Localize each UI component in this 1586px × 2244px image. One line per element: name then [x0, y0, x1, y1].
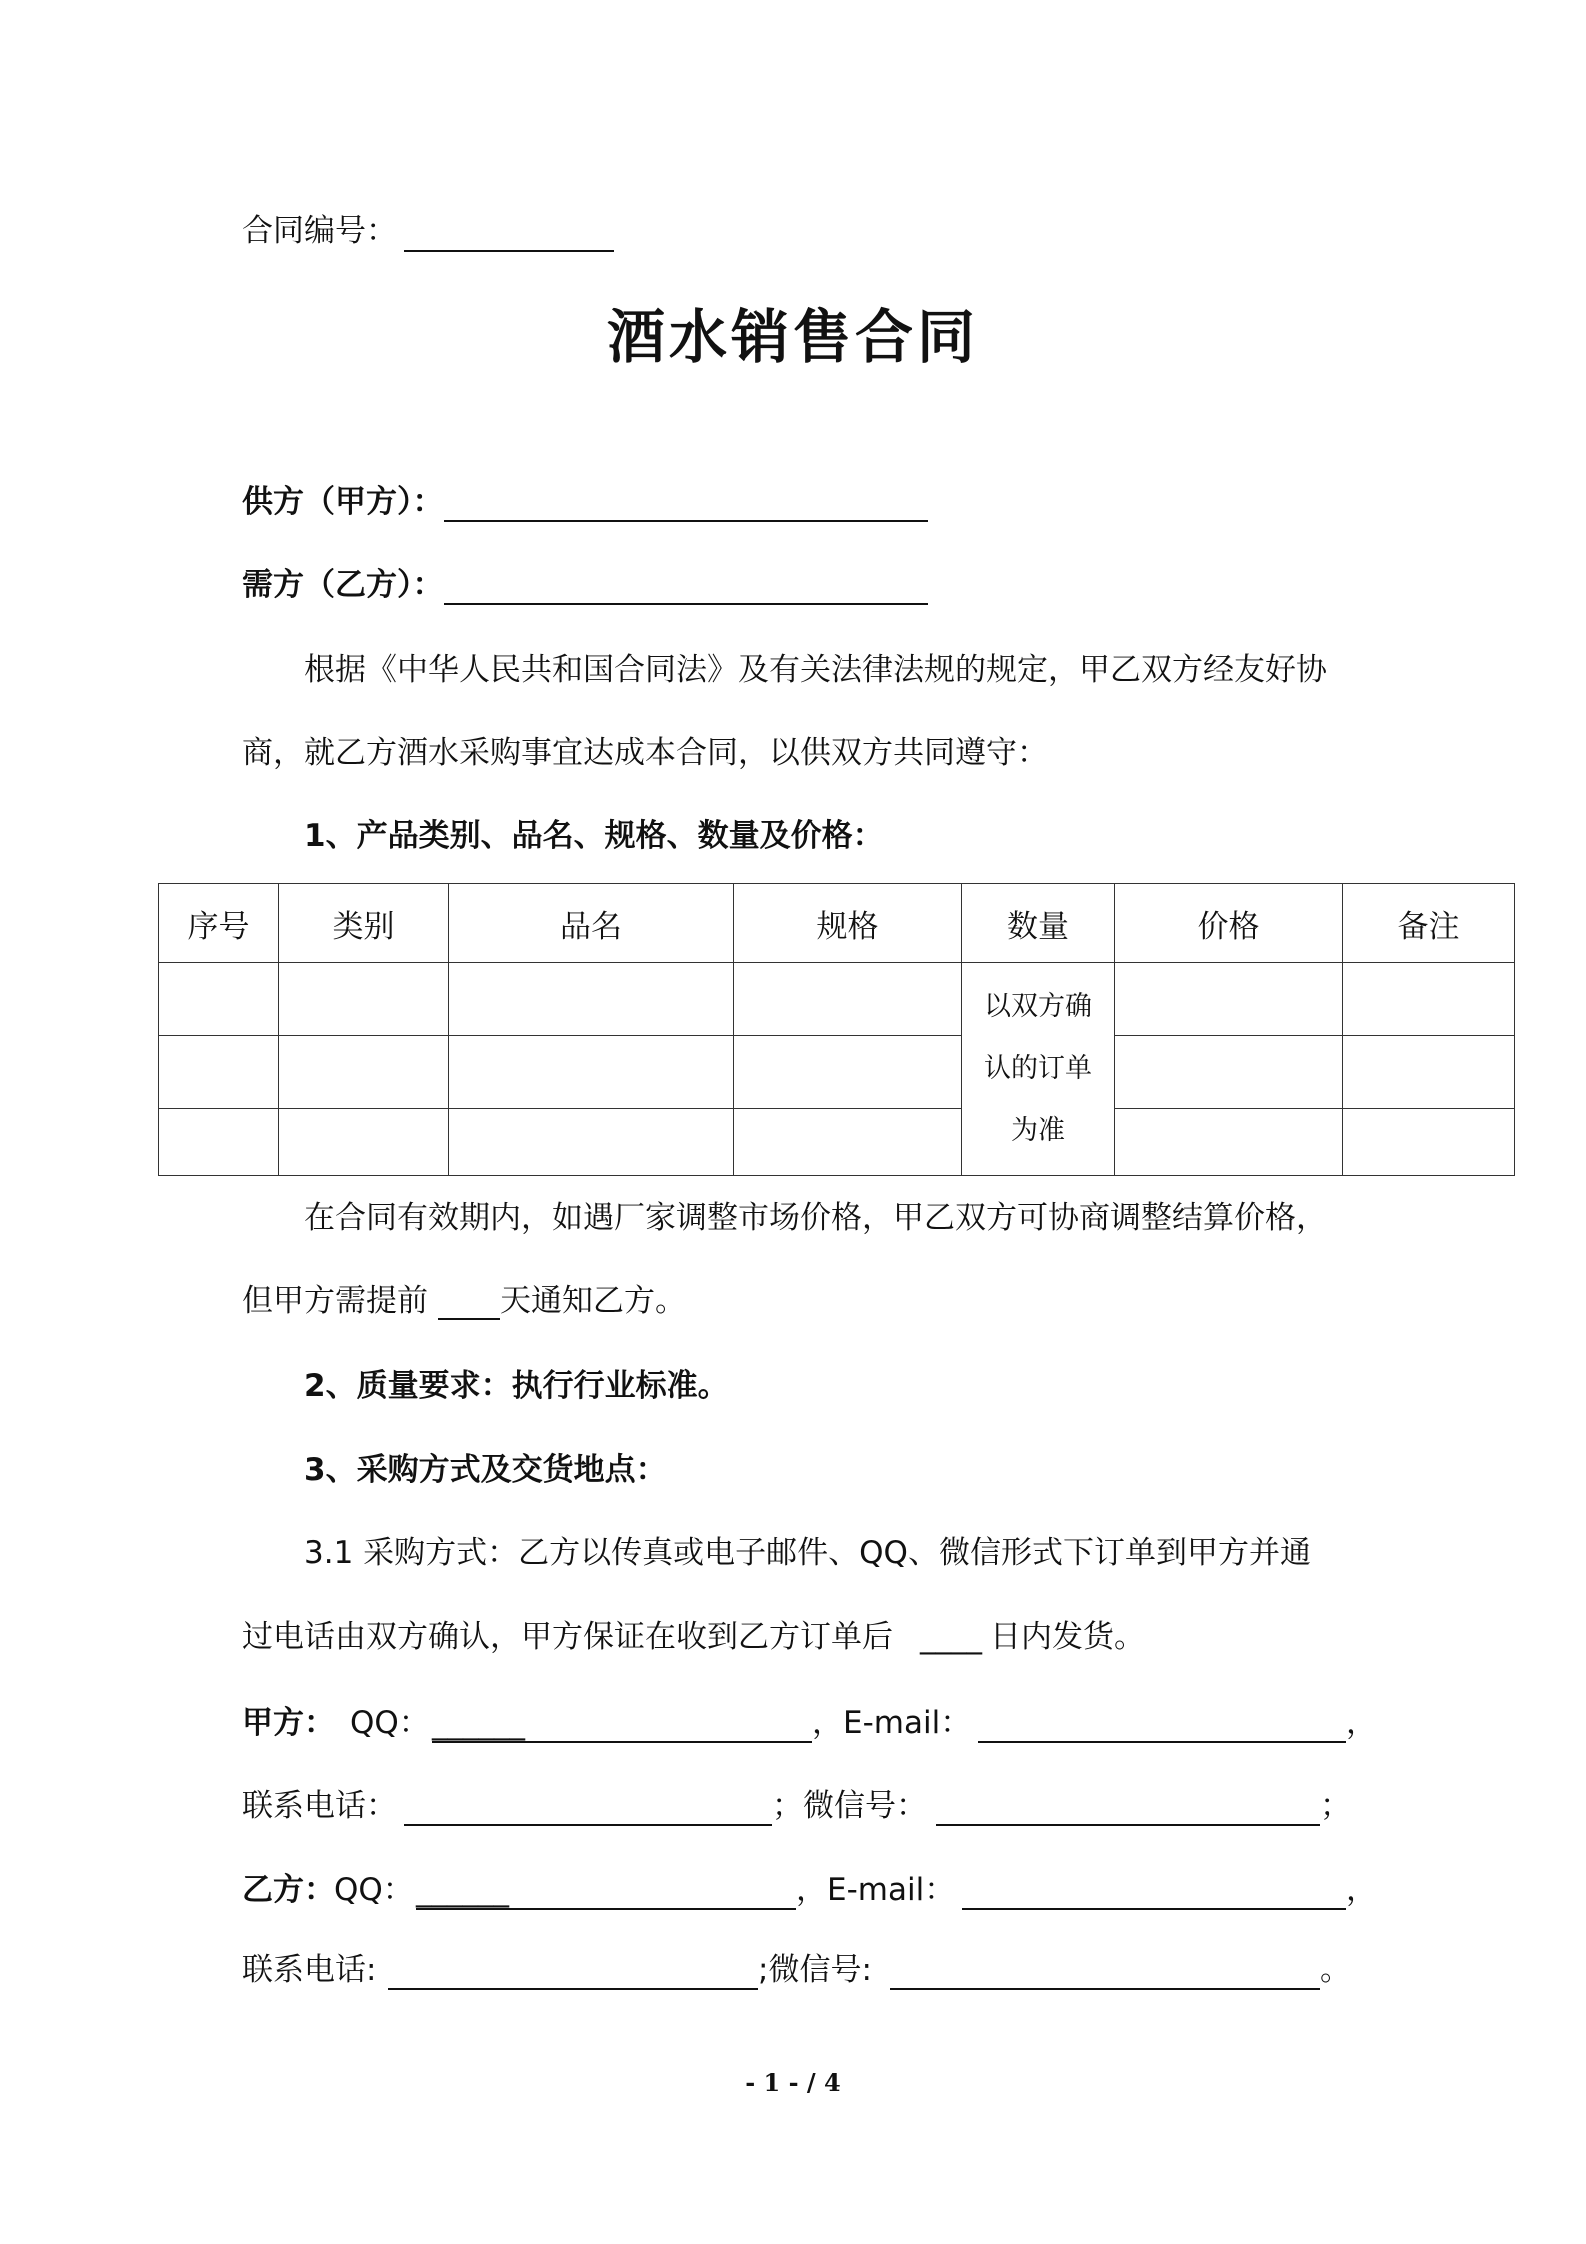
party-b-phone-field[interactable]	[388, 1988, 758, 1990]
table-cell[interactable]	[1343, 963, 1515, 1036]
party-a-wechat-label: ；微信号：	[772, 1788, 927, 1824]
party-b-label: 乙方：	[242, 1872, 335, 1908]
quantity-note-cell	[962, 963, 1115, 1176]
table-cell[interactable]	[734, 1109, 962, 1176]
party-b-qq-label: QQ：	[334, 1872, 414, 1908]
table-cell[interactable]	[734, 1036, 962, 1109]
delivery-days-blank[interactable]: ____	[920, 1619, 982, 1655]
table-cell[interactable]	[279, 1109, 449, 1176]
table-row	[159, 1036, 1515, 1109]
page-number: - 1 - / 4	[745, 2068, 841, 2097]
price-line-1: 在合同有效期内，如遇厂家调整市场价格，甲乙双方可协商调整结算价格，	[304, 1200, 1327, 1236]
party-b-wechat-field[interactable]	[890, 1988, 1320, 1990]
buyer-label: 需方（乙方）：	[242, 567, 444, 603]
section-3-1-line-1: 3.1 采购方式：乙方以传真或电子邮件、QQ、微信形式下订单到甲方并通	[304, 1535, 1311, 1571]
col-header-spec: 规格	[734, 884, 962, 963]
product-table	[158, 883, 1515, 1176]
document-title: 酒水销售合同	[606, 303, 979, 371]
party-a-email-field[interactable]	[978, 1741, 1346, 1743]
table-header-row	[159, 884, 1515, 963]
intro-line-1: 根据《中华人民共和国合同法》及有关法律法规的规定，甲乙双方经友好协	[304, 652, 1327, 688]
table-cell[interactable]	[449, 963, 734, 1036]
party-b-qq-blank: ______	[416, 1872, 509, 1908]
supplier-field[interactable]	[444, 520, 928, 522]
party-b-email-field[interactable]	[962, 1908, 1346, 1910]
price-line-2-pre: 但甲方需提前	[242, 1283, 428, 1319]
party-b-email-label: ，E-mail：	[796, 1872, 956, 1908]
party-b-phone-label: 联系电话:	[242, 1952, 377, 1988]
table-cell[interactable]	[1115, 1036, 1343, 1109]
table-cell[interactable]	[279, 1036, 449, 1109]
price-line-2-post: 天通知乙方。	[500, 1283, 686, 1319]
table-cell[interactable]	[449, 1036, 734, 1109]
table-cell[interactable]	[1115, 1109, 1343, 1176]
table-cell[interactable]	[1343, 1036, 1515, 1109]
party-a-qq-field[interactable]	[432, 1741, 812, 1743]
buyer-field[interactable]	[444, 603, 928, 605]
party-b-wechat-label: ;微信号:	[758, 1952, 872, 1988]
col-header-remarks: 备注	[1343, 884, 1515, 963]
section-2-quality: 2、质量要求：执行行业标准。	[304, 1368, 729, 1404]
col-header-product-name: 品名	[449, 884, 734, 963]
table-cell[interactable]	[159, 963, 279, 1036]
quantity-note-line: 以双方确	[984, 991, 1092, 1022]
intro-line-2: 商，就乙方酒水采购事宜达成本合同，以供双方共同遵守：	[242, 735, 1048, 771]
section-3-heading: 3、采购方式及交货地点：	[304, 1452, 667, 1488]
party-b-qq-field[interactable]	[416, 1908, 796, 1910]
col-header-price: 价格	[1115, 884, 1343, 963]
table-cell[interactable]	[279, 963, 449, 1036]
col-header-category: 类别	[279, 884, 449, 963]
party-a-qq-label: QQ：	[350, 1705, 430, 1741]
col-header-index: 序号	[159, 884, 279, 963]
col-header-quantity: 数量	[962, 884, 1115, 963]
party-a-wechat-field[interactable]	[936, 1824, 1320, 1826]
table-cell[interactable]	[159, 1036, 279, 1109]
party-a-label: 甲方：	[242, 1705, 335, 1741]
supplier-label: 供方（甲方）：	[242, 484, 444, 520]
section-1-heading: 1、产品类别、品名、规格、数量及价格：	[304, 818, 884, 854]
table-row	[159, 963, 1515, 1036]
party-a-end: ，	[1346, 1705, 1377, 1741]
party-b-end2: 。	[1320, 1952, 1351, 1988]
section-3-1-line-2-pre: 过电话由双方确认，甲方保证在收到乙方订单后	[242, 1619, 893, 1655]
party-a-email-label: ，E-mail：	[812, 1705, 972, 1741]
table-cell[interactable]	[159, 1109, 279, 1176]
contract-number-field[interactable]	[404, 250, 614, 252]
party-a-phone-field[interactable]	[404, 1824, 772, 1826]
quantity-note-line: 认的订单	[984, 1053, 1092, 1084]
notice-days-field[interactable]	[438, 1318, 500, 1320]
section-3-1-line-2-post: 日内发货。	[990, 1619, 1145, 1655]
table-cell[interactable]	[1343, 1109, 1515, 1176]
quantity-note-line: 为准	[1011, 1115, 1065, 1146]
table-cell[interactable]	[734, 963, 962, 1036]
party-a-qq-blank: ______	[432, 1705, 525, 1741]
table-cell[interactable]	[449, 1109, 734, 1176]
party-a-end2: ；	[1320, 1788, 1351, 1824]
party-a-phone-label: 联系电话：	[242, 1788, 397, 1824]
party-b-end: ，	[1346, 1872, 1377, 1908]
table-row	[159, 1109, 1515, 1176]
contract-number-label: 合同编号：	[242, 213, 397, 249]
table-cell[interactable]	[1115, 963, 1343, 1036]
